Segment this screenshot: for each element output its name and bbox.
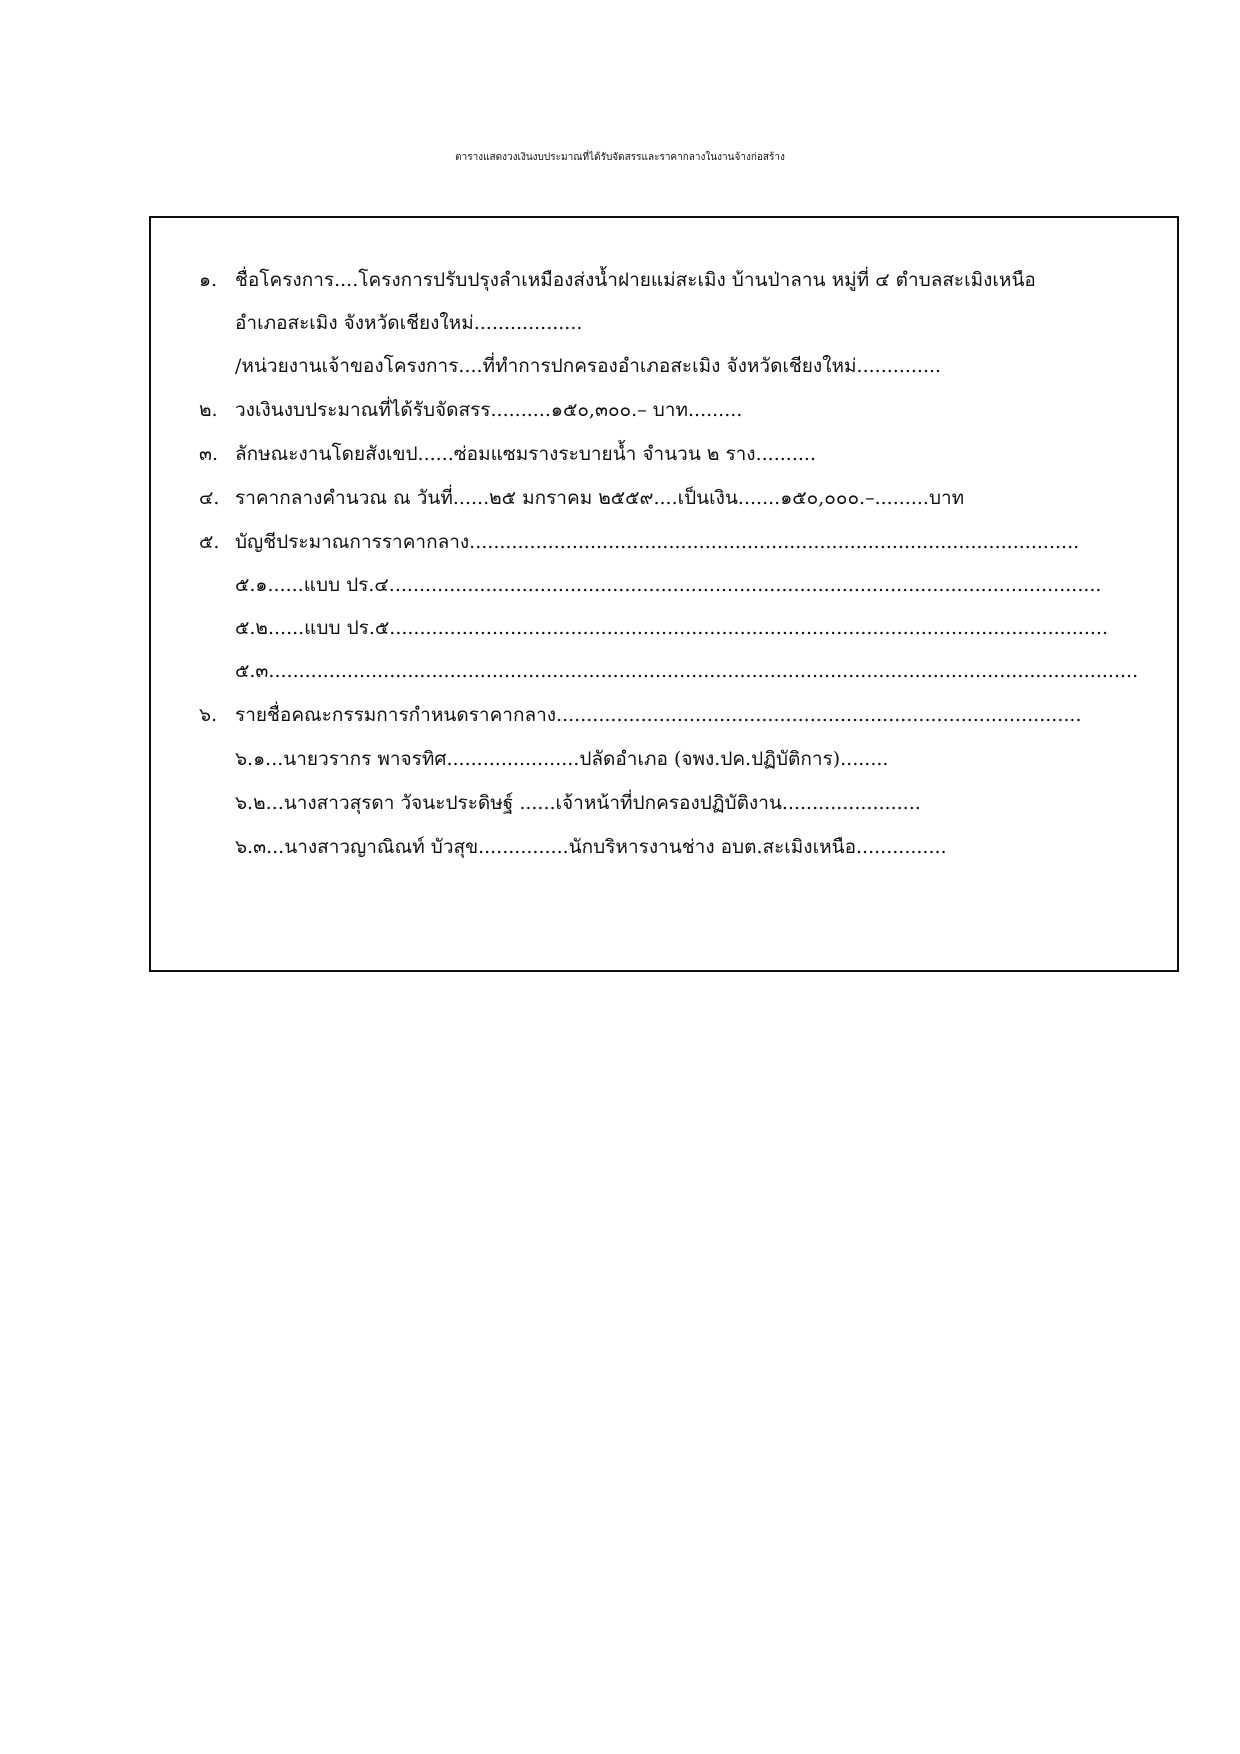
item-6-1: ๖.๑...นายวรากร พาจรทิศ......................ปลัดอำเภอ (จพง.ปค.ปฏิบัติการ)........ (235, 748, 889, 770)
item-3-number: ๓. (199, 443, 219, 465)
item-3-line (199, 445, 816, 464)
item-5-line (199, 533, 1079, 552)
item-6-number: ๖. (199, 704, 218, 726)
item-4-number: ๔. (199, 487, 220, 509)
item-2-line (199, 401, 742, 420)
item-5-number: ๕. (199, 531, 220, 553)
item-3-work-summary: ลักษณะงานโดยสังเขป......ซ่อมแซมรางระบายน้ำ จำนวน ๒ ราง.......... (235, 443, 816, 465)
item-1-project-name: ชื่อโครงการ....โครงการปรับปรุงลำเหมืองส่งน้ำฝายแม่สะเมิง บ้านป่าลาน หมู่ที่ ๔ ตำบลสะเมิงเหนือ (235, 269, 1036, 291)
item-6-2: ๖.๒...นางสาวสุรดา วัจนะประดิษฐ์ ......เจ้าหน้าที่ปกครองปฏิบัติงาน....................... (235, 792, 921, 814)
item-5-2: ๕.๒......แบบ ปร.๕....................................................................................................................... (235, 617, 1108, 639)
item-4-reference-price: ราคากลางคำนวณ ณ วันที่......๒๕ มกราคม ๒๕๕๙....เป็นเงิน.......๑๕๐,๐๐๐.–.........บาท (235, 487, 965, 509)
item-5-3: ๕.๓................................................................................................................................................ (235, 660, 1139, 682)
item-2-number: ๒. (199, 399, 218, 421)
info-box (149, 216, 1179, 972)
item-6-line (199, 706, 1081, 725)
item-6-3: ๖.๓...นางสาวญาณิณท์ บัวสุข...............นักบริหารงานช่าง อบต.สะเมิงเหนือ............... (235, 836, 947, 858)
item-6-committee: รายชื่อคณะกรรมการกำหนดราคากลาง....................................................................................... (235, 704, 1082, 726)
item-5-estimate-list: บัญชีประมาณการราคากลาง..................................................................................................... (235, 531, 1080, 553)
item-1-agency: /หน่วยงานเจ้าของโครงการ....ที่ทำการปกครองอำเภอสะเมิง จังหวัดเชียงใหม่.............. (235, 355, 942, 377)
item-4-line (199, 489, 964, 508)
item-1-number: ๑. (199, 269, 218, 291)
item-2-budget: วงเงินงบประมาณที่ได้รับจัดสรร..........๑๕๐,๓๐๐.– บาท......... (235, 399, 743, 421)
page-title: ตารางแสดงวงเงินงบประมาณที่ได้รับจัดสรรและราคากลางในงานจ้างก่อสร้าง (455, 152, 785, 163)
item-5-1: ๕.๑......แบบ ปร.๔...................................................................................................................... (235, 574, 1102, 596)
item-1-location: อำเภอสะเมิง จังหวัดเชียงใหม่.................. (235, 312, 583, 334)
item-1-line (199, 271, 1036, 290)
